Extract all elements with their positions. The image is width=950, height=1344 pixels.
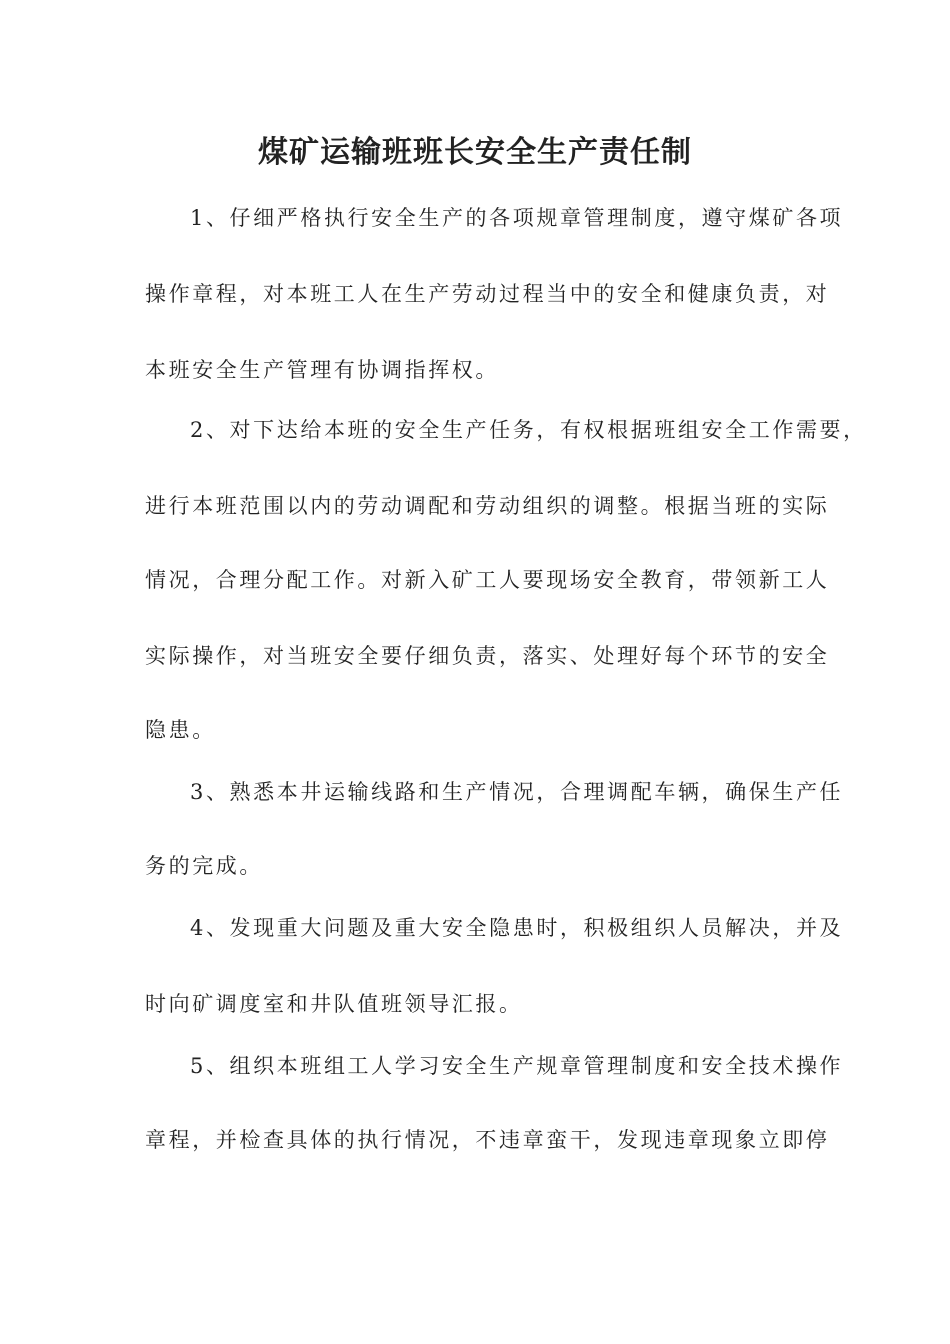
document-title: 煤矿运输班班长安全生产责任制 <box>258 135 692 170</box>
paragraph-4-line-1: 4、发现重大问题及重大安全隐患时，积极组织人员解决，并及 <box>190 916 844 940</box>
paragraph-2-line-1: 2、对下达给本班的安全生产任务，有权根据班组安全工作需要， <box>190 418 867 442</box>
paragraph-2-line-5: 隐患。 <box>145 718 216 742</box>
paragraph-3-line-1: 3、熟悉本井运输线路和生产情况，合理调配车辆，确保生产任 <box>190 780 844 804</box>
paragraph-2-line-4: 实际操作，对当班安全要仔细负责，落实、处理好每个环节的安全 <box>145 644 830 668</box>
paragraph-2-line-3: 情况，合理分配工作。对新入矿工人要现场安全教育，带领新工人 <box>145 568 830 592</box>
paragraph-4-line-2: 时向矿调度室和井队值班领导汇报。 <box>145 992 523 1016</box>
paragraph-1-line-1: 1、仔细严格执行安全生产的各项规章管理制度，遵守煤矿各项 <box>190 206 844 230</box>
paragraph-5-line-1: 5、组织本班组工人学习安全生产规章管理制度和安全技术操作 <box>190 1054 844 1078</box>
paragraph-5-line-2: 章程，并检查具体的执行情况，不违章蛮干，发现违章现象立即停 <box>145 1128 830 1152</box>
paragraph-1-line-2: 操作章程，对本班工人在生产劳动过程当中的安全和健康负责，对 <box>145 282 830 306</box>
paragraph-1-line-3: 本班安全生产管理有协调指挥权。 <box>145 358 499 382</box>
paragraph-2-line-2: 进行本班范围以内的劳动调配和劳动组织的调整。根据当班的实际 <box>145 494 830 518</box>
paragraph-3-line-2: 务的完成。 <box>145 854 263 878</box>
